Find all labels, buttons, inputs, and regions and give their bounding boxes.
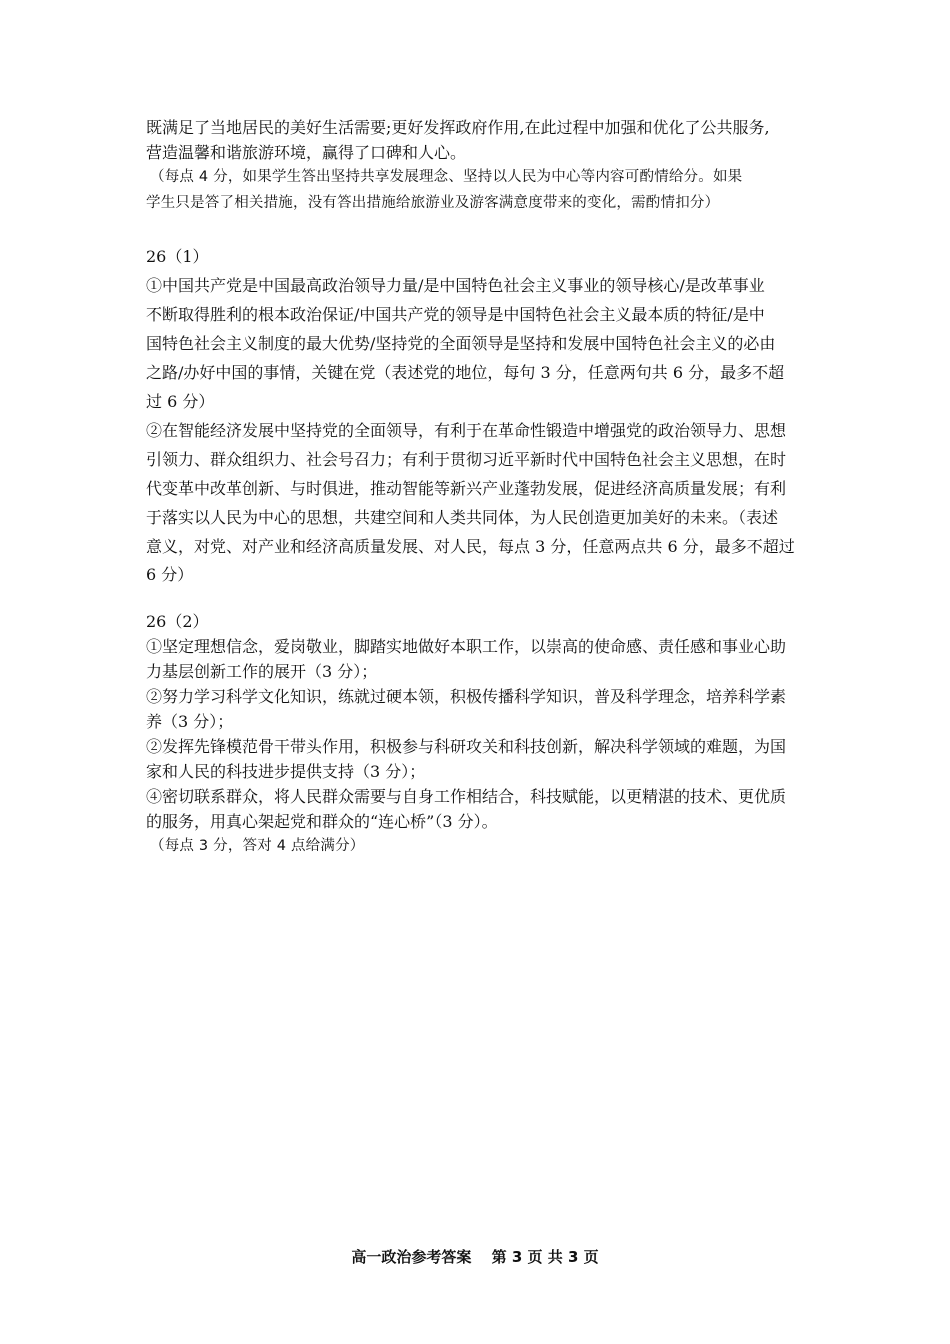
answer-line: 引领力、群众组织力、社会号召力；有利于贯彻习近平新时代中国特色社会主义思想，在时 — [146, 450, 787, 469]
question-heading: 26（2） — [146, 612, 209, 631]
body-text-line: 既满足了当地居民的美好生活需要;更好发挥政府作用,在此过程中加强和优化了公共服务, — [146, 118, 770, 137]
answer-line: 过 6 分） — [146, 392, 215, 411]
scoring-note-line: （每点 4 分，如果学生答出坚持共享发展理念、坚持以人民为中心等内容可酌情给分。如果 — [150, 169, 743, 185]
answer-line: 意义，对党、对产业和经济高质量发展、对人民，每点 3 分，任意两点共 6 分，最多不超过 — [146, 537, 795, 556]
answer-line: ②发挥先锋模范骨干带头作用，积极参与科研攻关和科技创新，解决科学领域的难题，为国 — [146, 737, 787, 756]
scoring-note-line: 学生只是答了相关措施，没有答出措施给旅游业及游客满意度带来的变化，需酌情扣分） — [146, 195, 720, 211]
answer-line: ④密切联系群众，将人民群众需要与自身工作相结合，科技赋能，以更精湛的技术、更优质 — [146, 787, 787, 806]
answer-line: 养（3 分）； — [146, 712, 234, 731]
question-heading: 26（1） — [146, 247, 209, 266]
answer-line: 代变革中改革创新、与时俱进，推动智能等新兴产业蓬勃发展，促进经济高质量发展；有利 — [146, 479, 787, 498]
answer-line: 的服务，用真心架起党和群众的“连心桥”（3 分）。 — [146, 812, 498, 831]
answer-line: 不断取得胜利的根本政治保证/中国共产党的领导是中国特色社会主义最本质的特征/是中 — [146, 305, 765, 324]
answer-line: 力基层创新工作的展开（3 分）； — [146, 662, 378, 681]
answer-line: ①中国共产党是中国最高政治领导力量/是中国特色社会主义事业的领导核心/是改革事业 — [146, 276, 765, 295]
answer-line: ②努力学习科学文化知识，练就过硬本领，积极传播科学知识，普及科学理念，培养科学素 — [146, 687, 787, 706]
answer-line: 家和人民的科技进步提供支持（3 分）； — [146, 762, 426, 781]
scoring-note-line: （每点 3 分，答对 4 点给满分） — [150, 838, 365, 854]
answer-line: 于落实以人民为中心的思想，共建空间和人类共同体，为人民创造更加美好的未来。（表述 — [146, 508, 779, 527]
answer-line: 国特色社会主义制度的最大优势/坚持党的全面领导是坚持和发展中国特色社会主义的必由 — [146, 334, 776, 353]
answer-line: ①坚定理想信念，爱岗敬业，脚踏实地做好本职工作，以崇高的使命感、责任感和事业心助 — [146, 637, 787, 656]
answer-line: 6 分） — [146, 565, 194, 584]
page-footer: 高一政治参考答案 第 3 页 共 3 页 — [351, 1248, 599, 1266]
answer-line: ②在智能经济发展中坚持党的全面领导，有利于在革命性锻造中增强党的政治领导力、思想 — [146, 421, 787, 440]
answer-line: 之路/办好中国的事情，关键在党（表述党的地位，每句 3 分，任意两句共 6 分，最多不超 — [146, 363, 785, 382]
body-text-line: 营造温馨和谐旅游环境，赢得了口碑和人心。 — [146, 143, 467, 162]
